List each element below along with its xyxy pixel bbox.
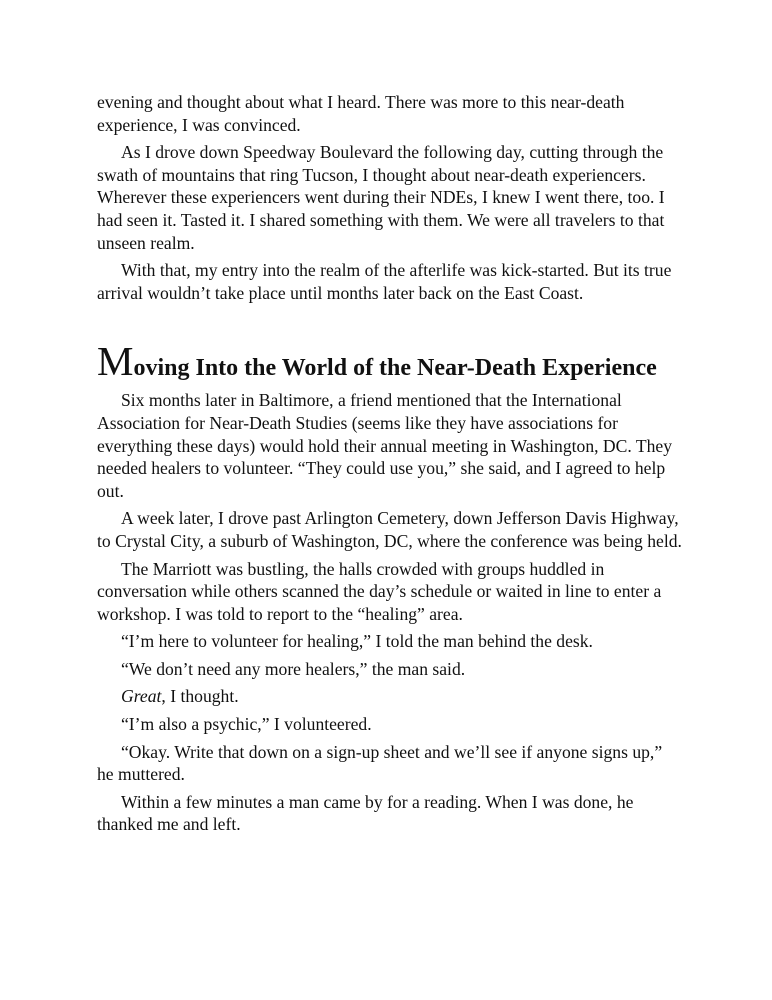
paragraph: “We don’t need any more healers,” the man said.: [121, 658, 466, 679]
paragraph: The Marriott was bustling, the halls crowded with groups huddled in conversation while others scanned the day’s schedule or waited in line to enter a workshop. I was told to report to the “healing” area.: [97, 558, 662, 624]
section-heading: [97, 338, 682, 387]
heading-text: oving Into the World of the Near-Death Experience: [133, 355, 657, 382]
paragraph: As I drove down Speedway Boulevard the following day, cutting through the swath of mountains that ring Tucson, I thought about near-death experiencers. Wherever these experiencers went during their NDEs, I knew I went there, too. I had seen it. Tasted it. I shared something with them. We were all travelers to that unseen realm.: [97, 142, 665, 253]
paragraph: A week later, I drove past Arlington Cemetery, down Jefferson Davis Highway, to Crystal City, a suburb of Washington, DC, where the conference was being held.: [97, 508, 682, 551]
paragraph: [97, 685, 682, 708]
paragraph: Six months later in Baltimore, a friend mentioned that the International Association for Near-Death Studies (seems like they have associations for everything these days) would hold their annual meeting in Washington, DC. They needed healers to volunteer. “They could use you,” she said, and I agreed to help out.: [97, 390, 673, 501]
paragraph: evening and thought about what I heard. There was more to this near-death experience, I was convinced.: [97, 92, 625, 135]
book-page: [97, 91, 682, 841]
paragraph: “Okay. Write that down on a sign-up sheet and we’ll see if anyone signs up,” he muttered.: [97, 741, 663, 785]
paragraph: Within a few minutes a man came by for a reading. When I was done, he thanked me and left.: [97, 791, 634, 835]
paragraph: “I’m also a psychic,” I volunteered.: [121, 714, 372, 735]
italic-word: Great: [121, 686, 162, 707]
paragraph-rest: , I thought.: [161, 686, 239, 707]
heading-initial: M: [97, 338, 134, 385]
paragraph: “I’m here to volunteer for healing,” I told the man behind the desk.: [121, 631, 593, 652]
paragraph: With that, my entry into the realm of the afterlife was kick-started. But its true arrival wouldn’t take place until months later back on the East Coast.: [97, 260, 672, 303]
